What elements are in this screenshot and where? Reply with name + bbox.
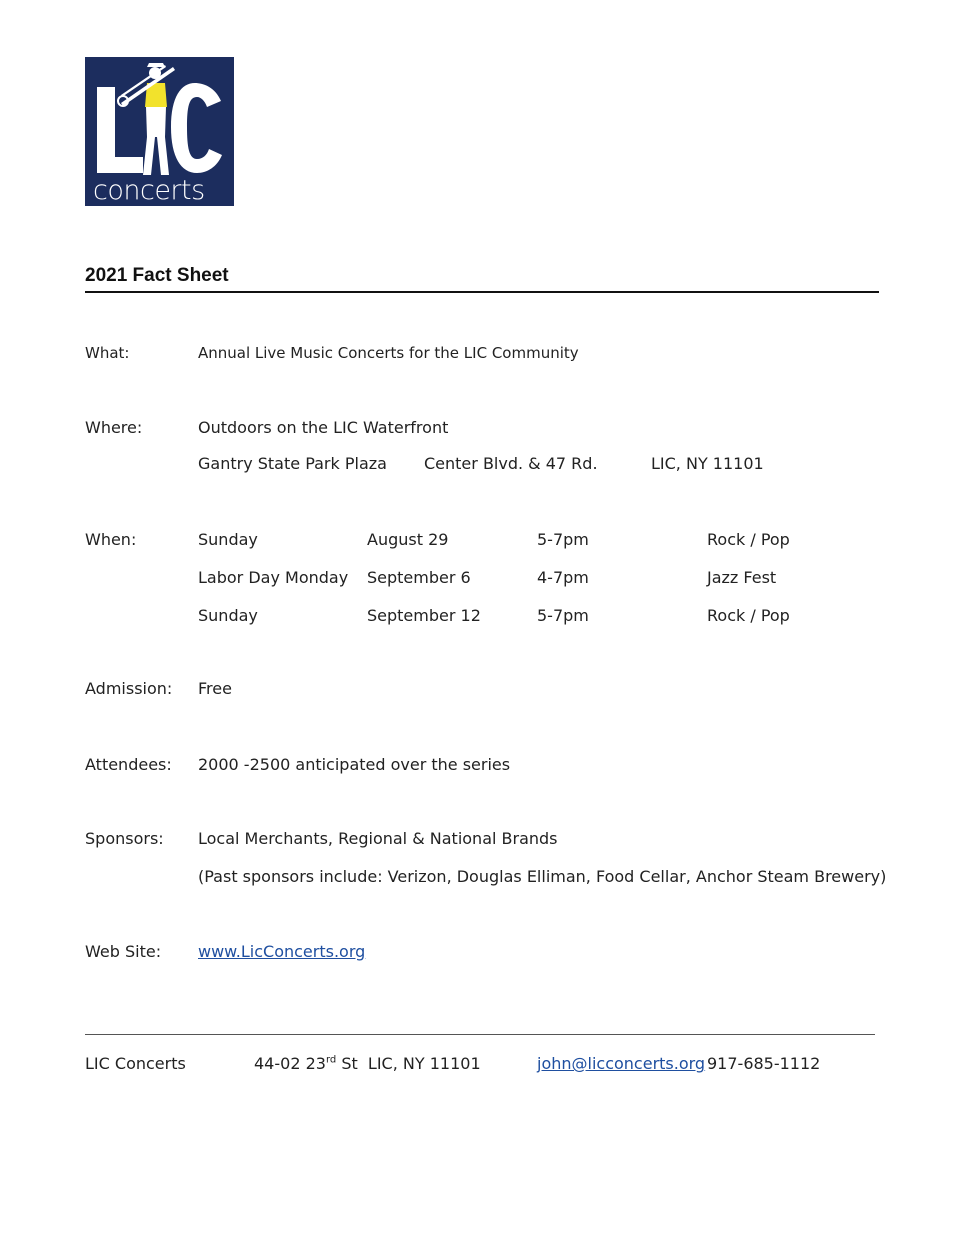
website-link[interactable]: www.LicConcerts.org	[198, 942, 366, 961]
footer-address-suffix: rd	[325, 1054, 337, 1066]
footer-phone: 917-685-1112	[707, 1054, 821, 1073]
when-row-2-genre: Jazz Fest	[707, 568, 777, 587]
when-row-1-time: 5-7pm	[537, 530, 589, 549]
attendees-label: Attendees:	[85, 755, 172, 774]
what-value: Annual Live Music Concerts for the LIC Community	[198, 344, 579, 362]
footer-email-link[interactable]: john@licconcerts.org	[537, 1054, 706, 1073]
when-row-3-genre: Rock / Pop	[707, 606, 790, 625]
admission-value: Free	[198, 679, 232, 698]
when-row-3-date: September 12	[367, 606, 481, 625]
logo-wordmark: concerts	[93, 175, 205, 206]
when-label: When:	[85, 530, 137, 549]
when-row-2-day: Labor Day Monday	[198, 568, 349, 587]
admission-label: Admission:	[85, 679, 173, 698]
where-venue: Gantry State Park Plaza	[198, 454, 387, 473]
title-rule	[85, 291, 879, 293]
where-label: Where:	[85, 418, 143, 437]
footer-address	[254, 1054, 481, 1074]
sponsors-label: Sponsors:	[85, 829, 164, 848]
sponsors-line1: Local Merchants, Regional & National Brands	[198, 829, 558, 848]
attendees-value: 2000 -2500 anticipated over the series	[198, 755, 511, 774]
footer-rule	[85, 1034, 875, 1035]
page-title: 2021 Fact Sheet	[85, 265, 229, 286]
sponsors-line2: (Past sponsors include: Verizon, Douglas Elliman, Food Cellar, Anchor Steam Brewery)	[198, 867, 887, 886]
footer-address-rest: St LIC, NY 11101	[336, 1054, 481, 1073]
when-row-1-genre: Rock / Pop	[707, 530, 790, 549]
when-row-3-day: Sunday	[198, 606, 258, 625]
what-label: What:	[85, 344, 130, 362]
footer-org: LIC Concerts	[85, 1054, 186, 1073]
where-street: Center Blvd. & 47 Rd.	[424, 454, 598, 473]
website-label: Web Site:	[85, 942, 162, 961]
where-line1: Outdoors on the LIC Waterfront	[198, 418, 449, 437]
when-row-2-date: September 6	[367, 568, 471, 587]
where-city: LIC, NY 11101	[651, 454, 764, 473]
lic-concerts-logo	[85, 57, 234, 206]
when-row-1-date: August 29	[367, 530, 449, 549]
when-row-2-time: 4-7pm	[537, 568, 589, 587]
when-row-1-day: Sunday	[198, 530, 258, 549]
when-row-3-time: 5-7pm	[537, 606, 589, 625]
footer-address-number: 44-02 23	[254, 1054, 326, 1073]
